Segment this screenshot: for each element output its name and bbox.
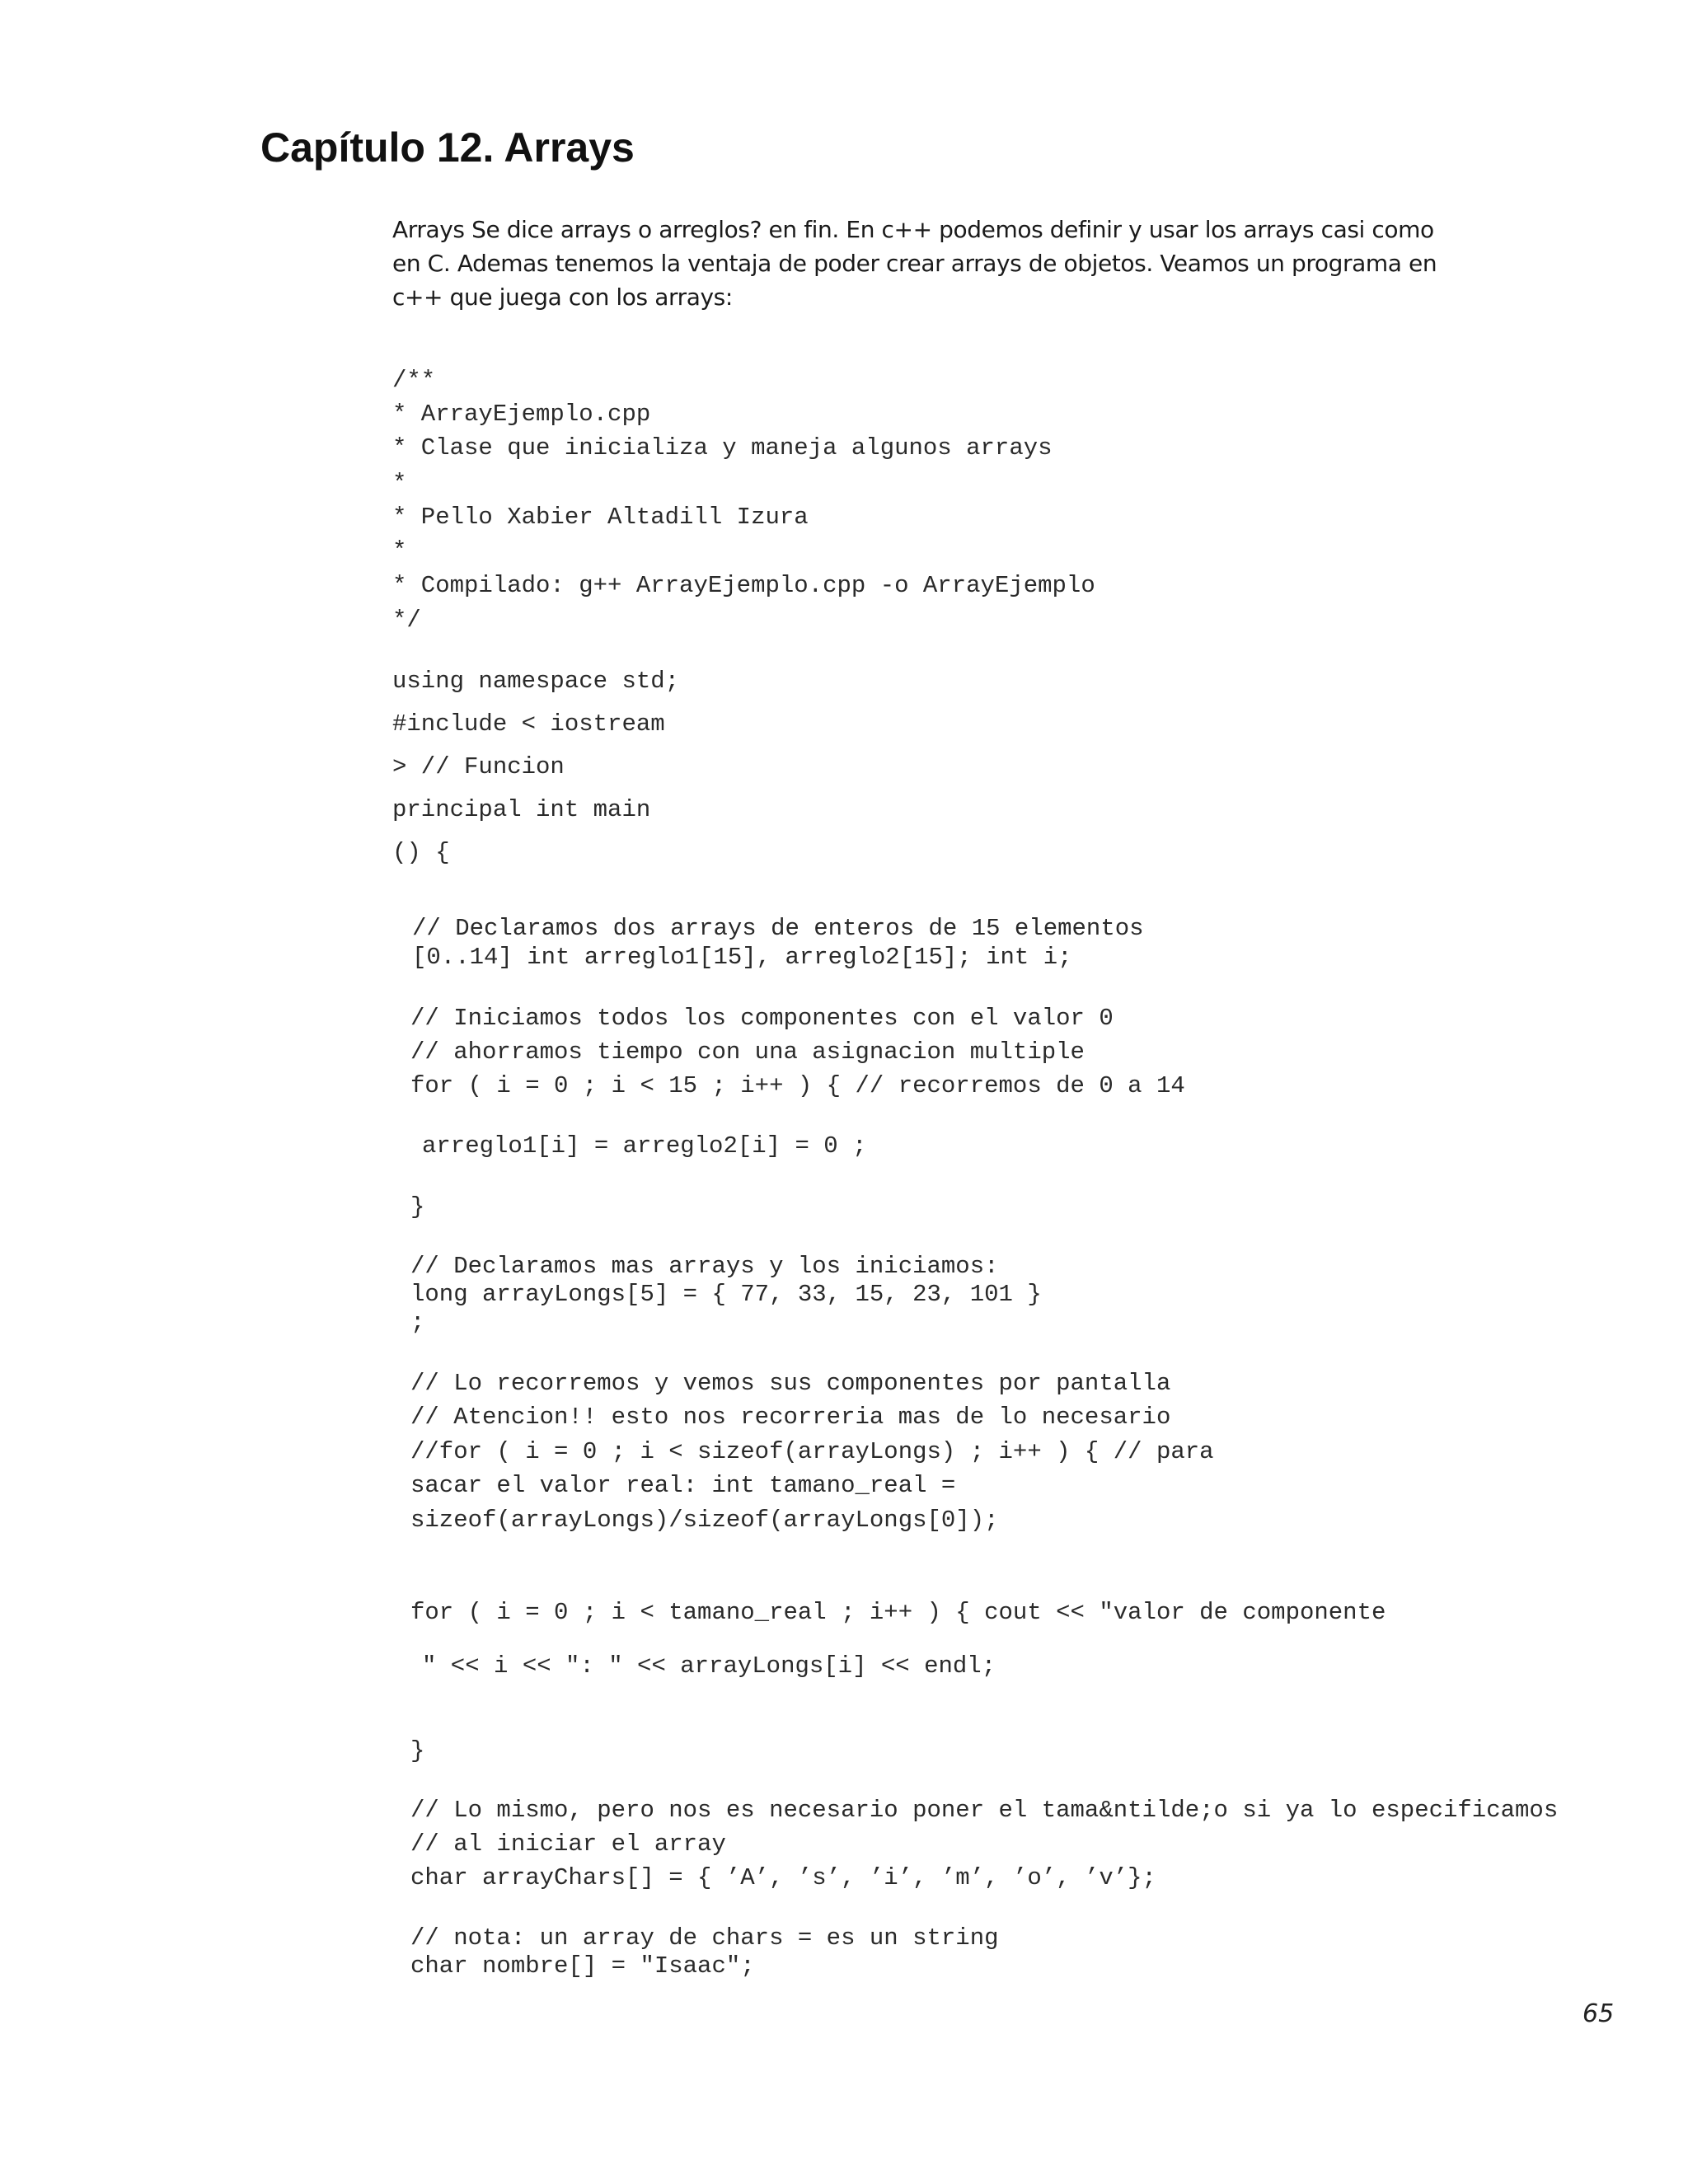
page-number: 65 (1582, 1999, 1615, 2028)
code-line: for ( i = 0 ; i < 15 ; i++ ) { // recorremos de 0 a 14 (410, 1072, 1185, 1099)
code-line: } (410, 1193, 425, 1221)
code-line: * (392, 470, 407, 497)
code-line: // Lo recorremos y vemos sus componentes por pantalla (410, 1370, 1171, 1397)
code-line: * (392, 537, 407, 565)
code-line: () { (392, 839, 450, 866)
code-line: // Declaramos mas arrays y los iniciamos: (410, 1253, 999, 1280)
code-line: > // Funcion (392, 753, 565, 780)
code-line: */ (392, 607, 421, 634)
code-line: * Clase que inicializa y maneja algunos arrays (392, 434, 1053, 462)
intro-line: c++ que juega con los arrays: (392, 284, 733, 311)
code-line: //for ( i = 0 ; i < sizeof(arrayLongs) ; i++ ) { // para (410, 1438, 1214, 1465)
code-line: // Lo mismo, pero nos es necesario poner el tama&ntilde;o si ya lo especificamos (410, 1797, 1559, 1824)
code-line: " << i << ": " << arrayLongs[i] << endl; (422, 1652, 996, 1680)
code-line: long arrayLongs[5] = { 77, 33, 15, 23, 101 } (410, 1281, 1042, 1308)
code-line: char arrayChars[] = { ’A’, ’s’, ’i’, ’m’, ’o’, ’v’}; (410, 1864, 1156, 1891)
code-line: sizeof(arrayLongs)/sizeof(arrayLongs[0]); (410, 1507, 999, 1534)
code-line: ; (410, 1309, 425, 1336)
intro-paragraph (392, 213, 1437, 314)
chapter-title: Capítulo 12. Arrays (260, 124, 635, 171)
code-line: // Declaramos dos arrays de enteros de 15 elementos (412, 915, 1144, 942)
code-line: // ahorramos tiempo con una asignacion multiple (410, 1038, 1085, 1066)
code-line: sacar el valor real: int tamano_real = (410, 1472, 956, 1499)
intro-line: Arrays Se dice arrays o arreglos? en fin. En c++ podemos definir y usar los arrays casi como (392, 216, 1434, 243)
code-line: * ArrayEjemplo.cpp (392, 401, 651, 428)
code-line: principal int main (392, 796, 651, 823)
code-line: /** (392, 367, 436, 394)
code-line: // nota: un array de chars = es un string (410, 1924, 999, 1952)
code-line: // Atencion!! esto nos recorreria mas de lo necesario (410, 1404, 1171, 1431)
code-line: [0..14] int arreglo1[15], arreglo2[15]; int i; (412, 944, 1072, 971)
code-line: arreglo1[i] = arreglo2[i] = 0 ; (422, 1132, 867, 1160)
code-line: using namespace std; (392, 668, 680, 695)
intro-line: en C. Ademas tenemos la ventaja de poder crear arrays de objetos. Veamos un programa en (392, 250, 1437, 277)
code-line: char nombre[] = "Isaac"; (410, 1952, 755, 1980)
code-line: // Iniciamos todos los componentes con el valor 0 (410, 1005, 1114, 1032)
code-line: * Compilado: g++ ArrayEjemplo.cpp -o ArrayEjemplo (392, 572, 1095, 599)
code-line: #include < iostream (392, 710, 665, 738)
code-line: * Pello Xabier Altadill Izura (392, 504, 809, 531)
code-line: } (410, 1737, 425, 1765)
code-line: // al iniciar el array (410, 1830, 726, 1858)
code-line: for ( i = 0 ; i < tamano_real ; i++ ) { cout << "valor de componente (410, 1599, 1386, 1626)
